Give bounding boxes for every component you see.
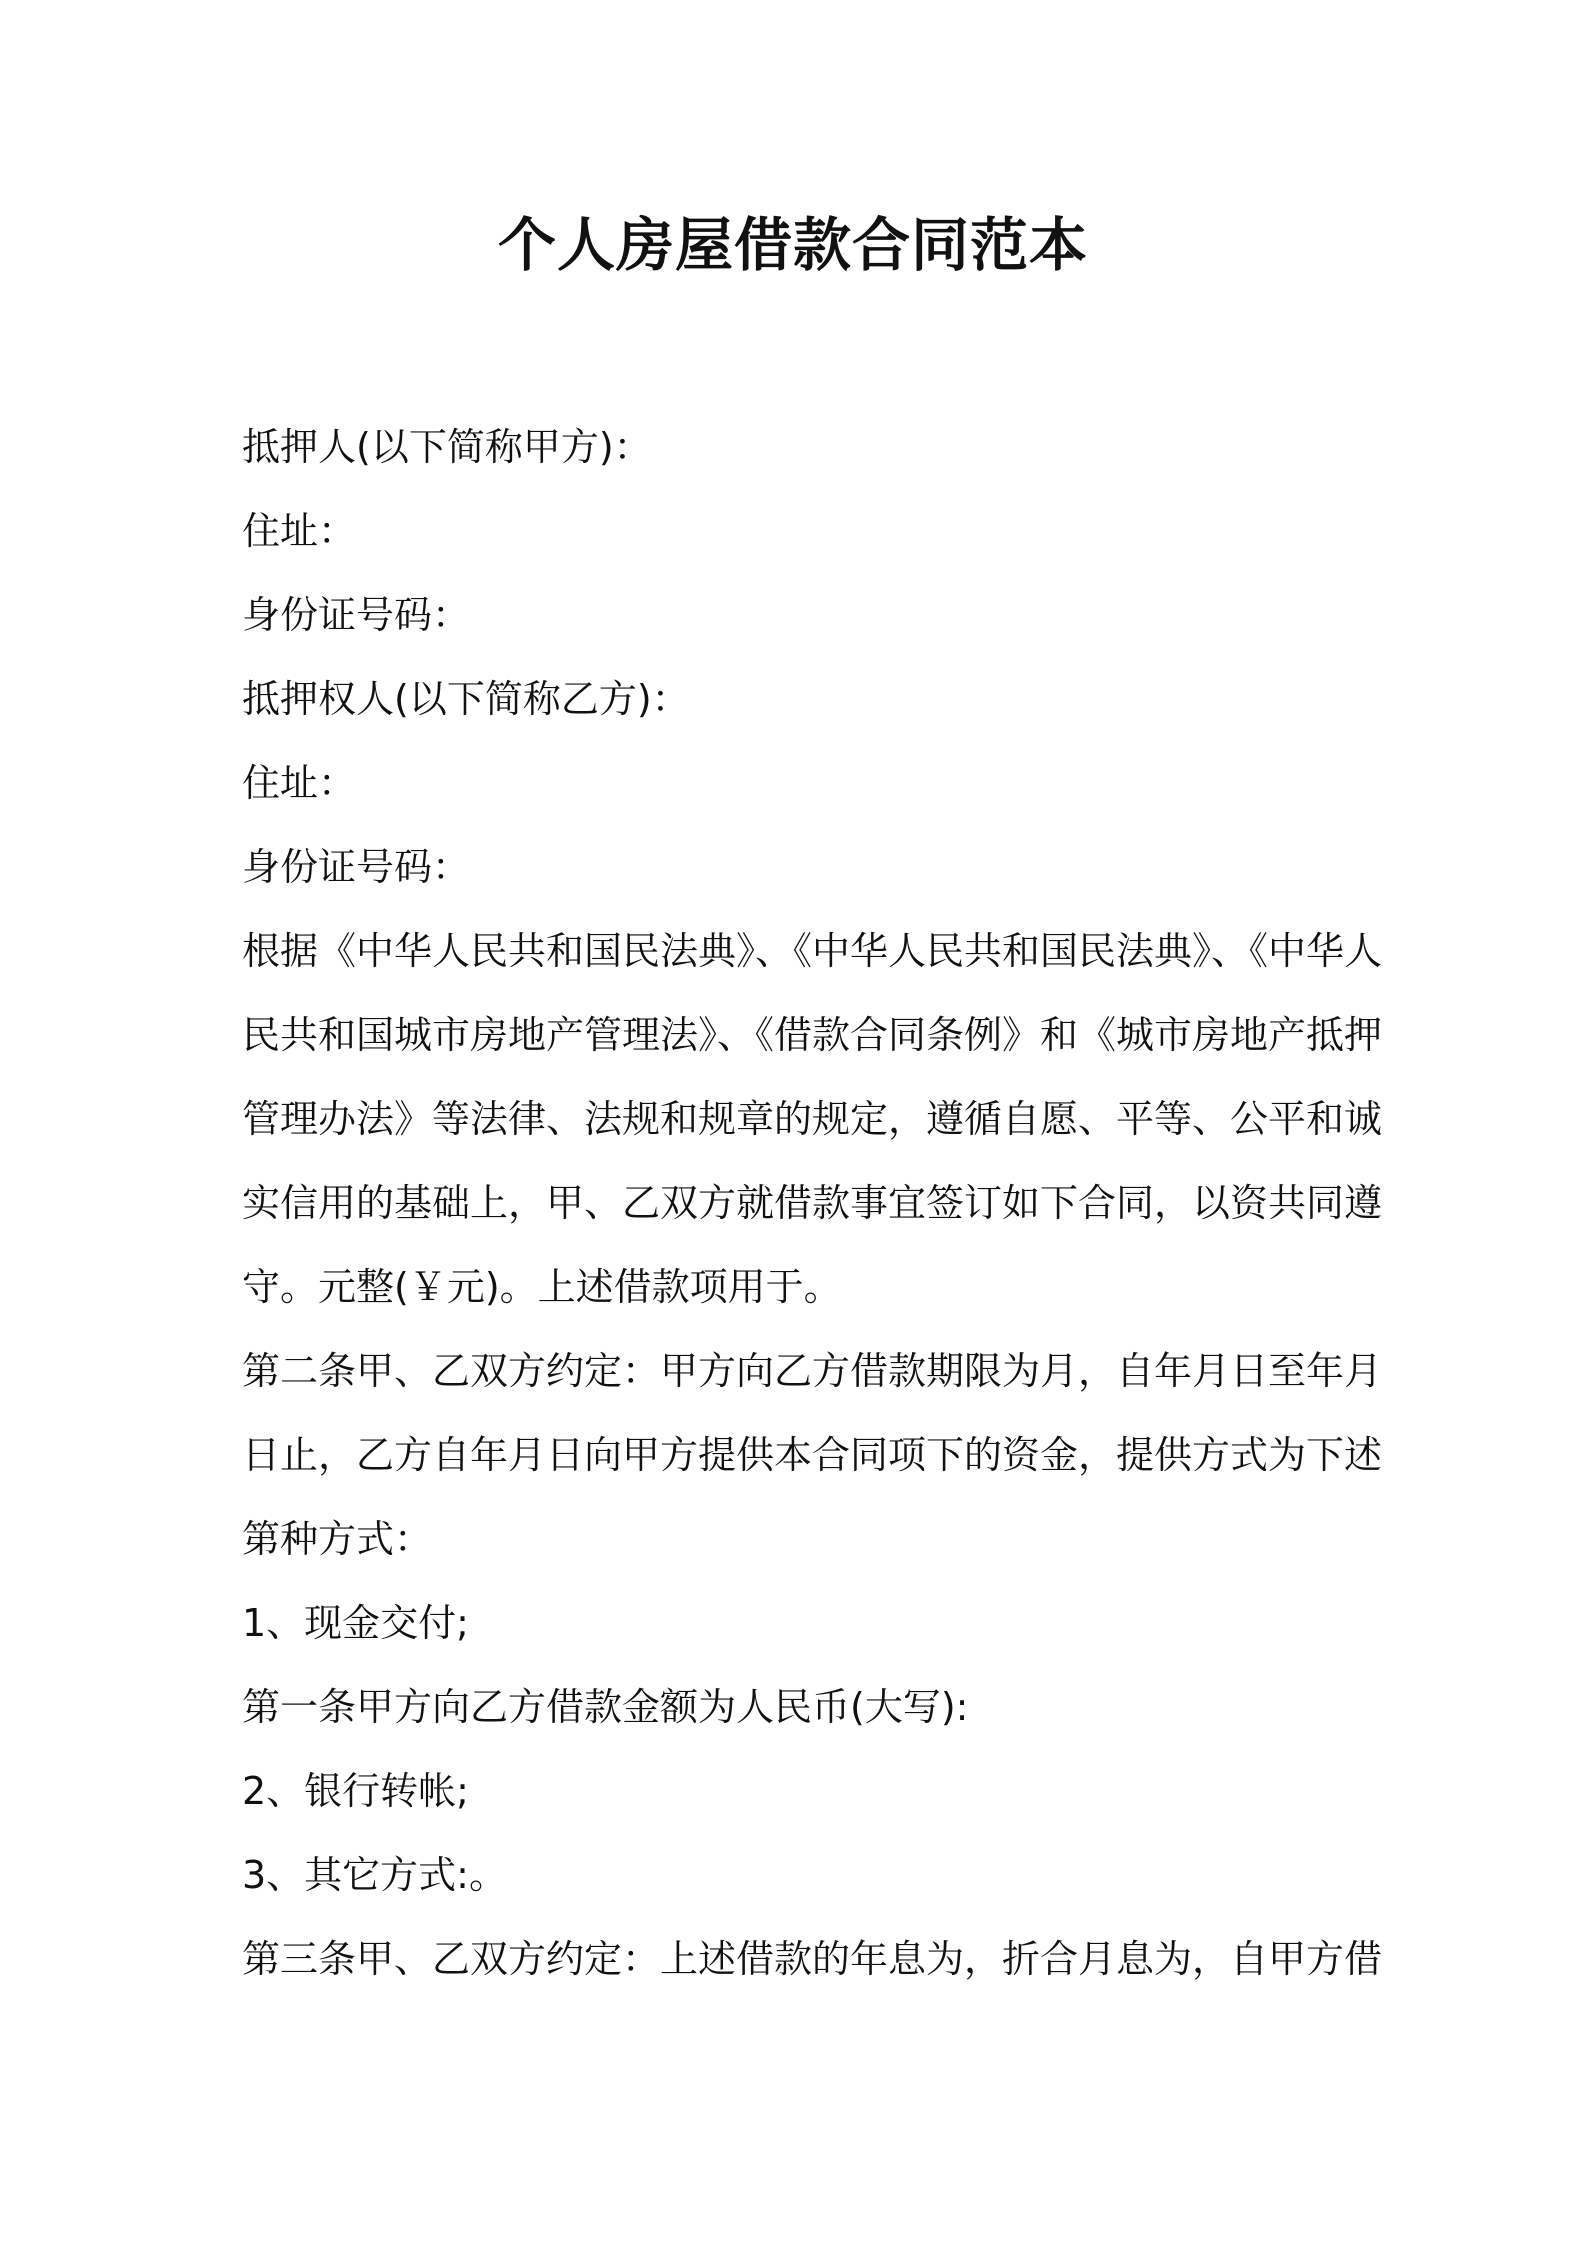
party-a-id-number: 身份证号码： [242, 593, 471, 637]
preamble-line: 根据《中华人民共和国民法典》、《中华人民共和国民法典》、《中华人 [242, 929, 1383, 973]
article-2-line: 第种方式： [242, 1517, 433, 1561]
article-2-line: 日止，乙方自年月日向甲方提供本合同项下的资金，提供方式为下述 [242, 1433, 1383, 1477]
preamble-line: 管理办法》等法律、法规和规章的规定，遵循自愿、平等、公平和诚 [242, 1097, 1383, 1141]
article-2-line: 第二条甲、乙双方约定：甲方向乙方借款期限为月，自年月日至年月 [242, 1349, 1383, 1393]
article-3-line: 第三条甲、乙双方约定：上述借款的年息为，折合月息为，自甲方借 [242, 1937, 1383, 1981]
payment-option-1: 1、现金交付; [242, 1601, 469, 1645]
party-b-address: 住址： [242, 761, 357, 805]
party-b-id-number: 身份证号码： [242, 845, 471, 889]
preamble-line: 守。元整(￥元)。上述借款项用于。 [242, 1265, 842, 1309]
payment-option-3: 3、其它方式:。 [242, 1853, 507, 1897]
preamble-line: 民共和国城市房地产管理法》、《借款合同条例》和《城市房地产抵押 [242, 1013, 1383, 1057]
preamble-line: 实信用的基础上，甲、乙双方就借款事宜签订如下合同，以资共同遵 [242, 1181, 1383, 1225]
party-a-address: 住址： [242, 509, 357, 553]
party-b-label: 抵押权人(以下简称乙方)： [242, 677, 690, 721]
document-body [242, 405, 1383, 2001]
document-title: 个人房屋借款合同范本 [497, 211, 1088, 279]
party-a-label: 抵押人(以下简称甲方)： [242, 425, 652, 469]
payment-option-2: 2、银行转帐; [242, 1769, 469, 1813]
article-1: 第一条甲方向乙方借款金额为人民币(大写): [242, 1685, 969, 1729]
